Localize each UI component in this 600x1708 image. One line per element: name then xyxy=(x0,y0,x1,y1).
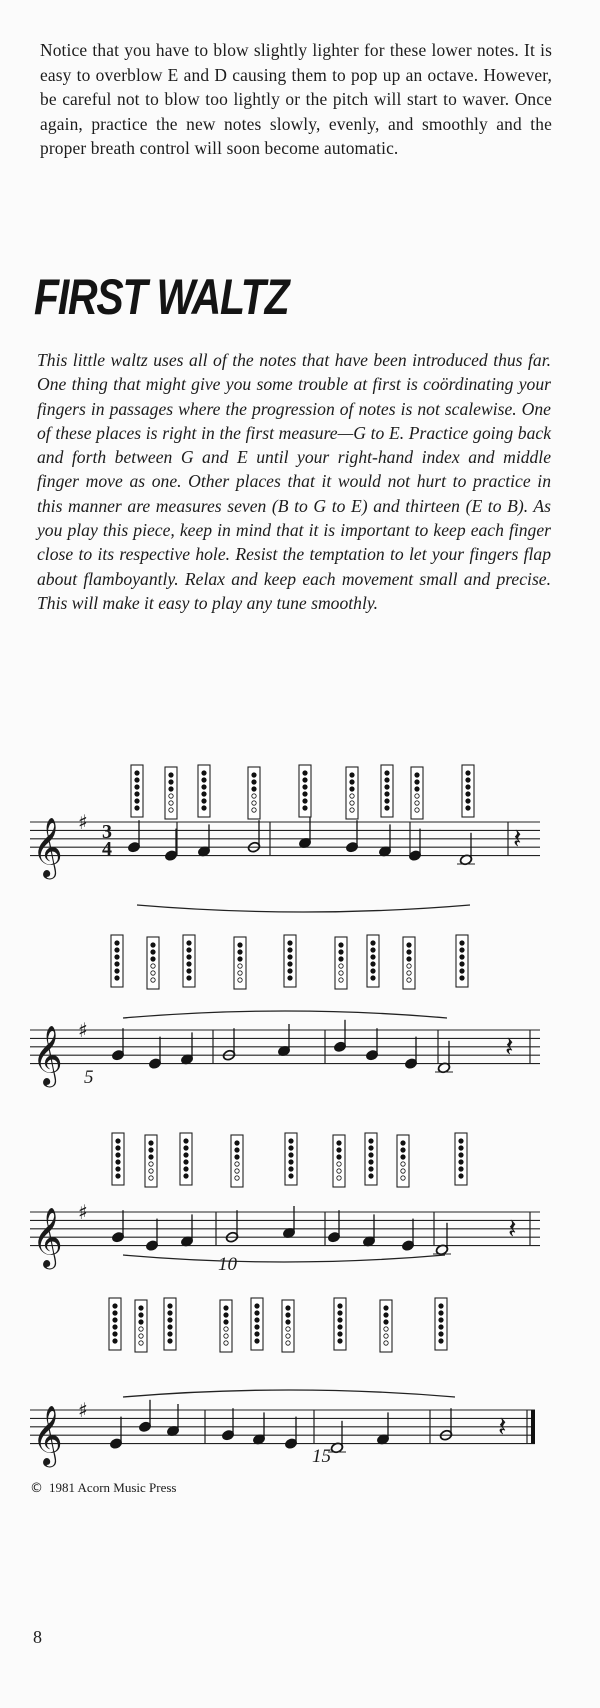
finger-hole xyxy=(238,978,242,982)
music-system xyxy=(30,765,540,912)
treble-clef: 𝄞 xyxy=(32,817,63,878)
finger-hole xyxy=(235,1148,239,1152)
finger-hole xyxy=(115,948,119,952)
finger-hole xyxy=(385,792,389,796)
finger-hole xyxy=(149,1148,153,1152)
finger-hole xyxy=(439,1311,443,1315)
finger-hole xyxy=(288,962,292,966)
finger-hole xyxy=(288,955,292,959)
finger-hole xyxy=(415,801,419,805)
fingering-diagram xyxy=(145,1135,157,1187)
quarter-rest: 𝄽 xyxy=(498,1410,507,1443)
fingering-diagram xyxy=(147,937,159,989)
finger-hole xyxy=(169,787,173,791)
fingering-diagram xyxy=(455,1133,467,1185)
finger-hole xyxy=(350,808,354,812)
finger-hole xyxy=(460,941,464,945)
finger-hole xyxy=(116,1174,120,1178)
finger-hole xyxy=(224,1313,228,1317)
fingering-diagram xyxy=(435,1298,447,1350)
finger-hole xyxy=(288,948,292,952)
finger-hole xyxy=(369,1153,373,1157)
finger-hole xyxy=(460,969,464,973)
fingering-diagram xyxy=(131,765,143,817)
music-system xyxy=(30,935,540,1088)
finger-hole xyxy=(350,780,354,784)
finger-hole xyxy=(113,1332,117,1336)
finger-hole xyxy=(169,794,173,798)
finger-hole xyxy=(149,1176,153,1180)
fingering-diagram xyxy=(380,1300,392,1352)
finger-hole xyxy=(116,1160,120,1164)
finger-hole xyxy=(339,950,343,954)
finger-hole xyxy=(116,1146,120,1150)
finger-hole xyxy=(289,1139,293,1143)
finger-hole xyxy=(350,787,354,791)
finger-hole xyxy=(135,771,139,775)
finger-hole xyxy=(139,1341,143,1345)
finger-hole xyxy=(385,785,389,789)
finger-hole xyxy=(337,1141,341,1145)
finger-hole xyxy=(135,806,139,810)
fingering-diagram xyxy=(251,1298,263,1350)
finger-hole xyxy=(303,771,307,775)
treble-clef: 𝄞 xyxy=(32,1025,63,1086)
finger-hole xyxy=(135,799,139,803)
finger-hole xyxy=(415,794,419,798)
finger-hole xyxy=(407,957,411,961)
finger-hole xyxy=(385,778,389,782)
finger-hole xyxy=(338,1318,342,1322)
finger-hole xyxy=(286,1341,290,1345)
fingering-diagram xyxy=(411,767,423,819)
music-system xyxy=(30,1298,535,1468)
fingering-diagram xyxy=(334,1298,346,1350)
finger-hole xyxy=(139,1320,143,1324)
finger-hole xyxy=(184,1153,188,1157)
finger-hole xyxy=(238,957,242,961)
finger-hole xyxy=(184,1160,188,1164)
measure-number-5: 5 xyxy=(84,1067,94,1088)
finger-hole xyxy=(187,969,191,973)
fingering-diagram xyxy=(462,765,474,817)
finger-hole xyxy=(338,1325,342,1329)
finger-hole xyxy=(338,1304,342,1308)
finger-hole xyxy=(139,1334,143,1338)
finger-hole xyxy=(303,785,307,789)
finger-hole xyxy=(255,1311,259,1315)
copyright-text: 1981 Acorn Music Press xyxy=(49,1480,177,1495)
finger-hole xyxy=(338,1311,342,1315)
fingering-diagram xyxy=(231,1135,243,1187)
finger-hole xyxy=(224,1320,228,1324)
page-number: 8 xyxy=(33,1627,42,1647)
finger-hole xyxy=(116,1153,120,1157)
finger-hole xyxy=(439,1325,443,1329)
finger-hole xyxy=(238,943,242,947)
finger-hole xyxy=(369,1174,373,1178)
finger-hole xyxy=(303,792,307,796)
fingering-diagram xyxy=(456,935,468,987)
fingering-diagram xyxy=(285,1133,297,1185)
finger-hole xyxy=(371,955,375,959)
finger-hole xyxy=(337,1148,341,1152)
finger-hole xyxy=(460,962,464,966)
finger-hole xyxy=(139,1313,143,1317)
finger-hole xyxy=(288,969,292,973)
finger-hole xyxy=(184,1174,188,1178)
fingering-diagram xyxy=(165,767,177,819)
finger-hole xyxy=(115,976,119,980)
finger-hole xyxy=(252,780,256,784)
finger-hole xyxy=(337,1169,341,1173)
finger-hole xyxy=(401,1162,405,1166)
finger-hole xyxy=(337,1162,341,1166)
finger-hole xyxy=(401,1176,405,1180)
finger-hole xyxy=(168,1304,172,1308)
slur xyxy=(123,1390,455,1397)
finger-hole xyxy=(238,964,242,968)
finger-hole xyxy=(151,950,155,954)
finger-hole xyxy=(459,1167,463,1171)
finger-hole xyxy=(151,971,155,975)
finger-hole xyxy=(113,1304,117,1308)
finger-hole xyxy=(238,950,242,954)
finger-hole xyxy=(289,1153,293,1157)
finger-hole xyxy=(466,792,470,796)
finger-hole xyxy=(252,787,256,791)
key-signature-sharp: ♯ xyxy=(78,1200,88,1224)
finger-hole xyxy=(113,1311,117,1315)
finger-hole xyxy=(286,1334,290,1338)
finger-hole xyxy=(460,976,464,980)
finger-hole xyxy=(224,1341,228,1345)
finger-hole xyxy=(339,964,343,968)
fingering-diagram xyxy=(299,765,311,817)
treble-clef: 𝄞 xyxy=(32,1207,63,1268)
finger-hole xyxy=(235,1162,239,1166)
finger-hole xyxy=(466,799,470,803)
music-system xyxy=(30,1133,540,1270)
finger-hole xyxy=(339,957,343,961)
finger-hole xyxy=(339,971,343,975)
finger-hole xyxy=(289,1146,293,1150)
finger-hole xyxy=(369,1160,373,1164)
finger-hole xyxy=(252,773,256,777)
finger-hole xyxy=(459,1139,463,1143)
fingering-diagram xyxy=(284,935,296,987)
finger-hole xyxy=(168,1325,172,1329)
finger-hole xyxy=(238,971,242,975)
finger-hole xyxy=(459,1146,463,1150)
finger-hole xyxy=(337,1176,341,1180)
finger-hole xyxy=(139,1327,143,1331)
finger-hole xyxy=(224,1334,228,1338)
finger-hole xyxy=(466,806,470,810)
finger-hole xyxy=(113,1339,117,1343)
finger-hole xyxy=(466,771,470,775)
fingering-diagram xyxy=(112,1133,124,1185)
finger-hole xyxy=(286,1306,290,1310)
time-signature-bottom: 4 xyxy=(102,838,112,860)
finger-hole xyxy=(168,1311,172,1315)
finger-hole xyxy=(384,1306,388,1310)
finger-hole xyxy=(202,799,206,803)
finger-hole xyxy=(224,1306,228,1310)
slur xyxy=(123,1011,447,1018)
finger-hole xyxy=(202,771,206,775)
finger-hole xyxy=(384,1334,388,1338)
finger-hole xyxy=(401,1155,405,1159)
finger-hole xyxy=(252,801,256,805)
finger-hole xyxy=(169,780,173,784)
finger-hole xyxy=(303,778,307,782)
fingering-diagram xyxy=(346,767,358,819)
finger-hole xyxy=(466,778,470,782)
finger-hole xyxy=(415,773,419,777)
fingering-diagram xyxy=(234,937,246,989)
finger-hole xyxy=(466,785,470,789)
finger-hole xyxy=(202,778,206,782)
finger-hole xyxy=(303,799,307,803)
quarter-rest: 𝄽 xyxy=(513,822,522,855)
finger-hole xyxy=(439,1339,443,1343)
measure-number-10: 10 xyxy=(218,1254,237,1275)
finger-hole xyxy=(115,955,119,959)
finger-hole xyxy=(235,1155,239,1159)
finger-hole xyxy=(371,969,375,973)
slur xyxy=(123,1255,445,1262)
finger-hole xyxy=(401,1148,405,1152)
finger-hole xyxy=(115,962,119,966)
finger-hole xyxy=(407,964,411,968)
finger-hole xyxy=(255,1304,259,1308)
finger-hole xyxy=(116,1167,120,1171)
finger-hole xyxy=(439,1332,443,1336)
fingering-diagram xyxy=(183,935,195,987)
slur xyxy=(137,905,470,912)
finger-hole xyxy=(255,1339,259,1343)
finger-hole xyxy=(202,806,206,810)
finger-hole xyxy=(187,976,191,980)
finger-hole xyxy=(151,957,155,961)
finger-hole xyxy=(385,771,389,775)
fingering-diagram xyxy=(248,767,260,819)
finger-hole xyxy=(288,976,292,980)
finger-hole xyxy=(286,1320,290,1324)
finger-hole xyxy=(369,1139,373,1143)
finger-hole xyxy=(187,962,191,966)
key-signature-sharp: ♯ xyxy=(78,1018,88,1042)
finger-hole xyxy=(289,1160,293,1164)
finger-hole xyxy=(371,941,375,945)
fingering-diagram xyxy=(180,1133,192,1185)
finger-hole xyxy=(385,799,389,803)
quarter-rest: 𝄽 xyxy=(505,1030,514,1063)
fingering-diagram xyxy=(109,1298,121,1350)
finger-hole xyxy=(407,950,411,954)
finger-hole xyxy=(337,1155,341,1159)
finger-hole xyxy=(135,785,139,789)
finger-hole xyxy=(184,1139,188,1143)
finger-hole xyxy=(139,1306,143,1310)
fingering-diagram xyxy=(335,937,347,989)
finger-hole xyxy=(255,1325,259,1329)
finger-hole xyxy=(384,1327,388,1331)
finger-hole xyxy=(151,978,155,982)
fingering-diagram xyxy=(282,1300,294,1352)
finger-hole xyxy=(385,806,389,810)
time-signature-top: 3 xyxy=(102,821,112,843)
finger-hole xyxy=(439,1318,443,1322)
finger-hole xyxy=(401,1169,405,1173)
fingering-diagram xyxy=(220,1300,232,1352)
fingering-diagram xyxy=(403,937,415,989)
finger-hole xyxy=(459,1174,463,1178)
finger-hole xyxy=(115,969,119,973)
finger-hole xyxy=(235,1176,239,1180)
finger-hole xyxy=(371,976,375,980)
finger-hole xyxy=(149,1169,153,1173)
copyright-symbol: © xyxy=(30,1481,43,1496)
fingering-diagram xyxy=(111,935,123,987)
finger-hole xyxy=(369,1167,373,1171)
finger-hole xyxy=(371,948,375,952)
finger-hole xyxy=(149,1141,153,1145)
finger-hole xyxy=(384,1341,388,1345)
finger-hole xyxy=(371,962,375,966)
fingering-diagram xyxy=(164,1298,176,1350)
finger-hole xyxy=(339,978,343,982)
finger-hole xyxy=(384,1313,388,1317)
finger-hole xyxy=(151,964,155,968)
section-title: FIRST WALTZ xyxy=(34,269,289,325)
waltz-paragraph: This little waltz uses all of the notes that have been introduced thus far. One thing that might give you some trouble at first is coördinating your fingers in passages where the progression of notes is not scalewise. One of these places is right in the first measure—G to E. Practice going back and forth between G and E until your right-hand index and middle finger move as one. Other places that it would not hurt to practice in this manner are measures seven (B to G to E) and thirteen (E to B). As you play this piece, keep in mind that it is important to keep each finger close to its respective hole. Resist the temptation to let your fingers flap about flamboyantly. Relax and keep each movement small and precise. This will make it easy to play any tune smoothly. xyxy=(37,350,551,613)
finger-hole xyxy=(339,943,343,947)
fingering-diagram xyxy=(365,1133,377,1185)
finger-hole xyxy=(415,787,419,791)
finger-hole xyxy=(202,792,206,796)
fingering-diagram xyxy=(333,1135,345,1187)
finger-hole xyxy=(401,1141,405,1145)
finger-hole xyxy=(169,801,173,805)
finger-hole xyxy=(149,1162,153,1166)
finger-hole xyxy=(439,1304,443,1308)
finger-hole xyxy=(169,808,173,812)
finger-hole xyxy=(113,1318,117,1322)
finger-hole xyxy=(407,978,411,982)
finger-hole xyxy=(459,1160,463,1164)
finger-hole xyxy=(407,971,411,975)
finger-hole xyxy=(184,1146,188,1150)
finger-hole xyxy=(168,1339,172,1343)
finger-hole xyxy=(289,1167,293,1171)
finger-hole xyxy=(407,943,411,947)
finger-hole xyxy=(255,1332,259,1336)
finger-hole xyxy=(235,1141,239,1145)
finger-hole xyxy=(303,806,307,810)
finger-hole xyxy=(460,948,464,952)
finger-hole xyxy=(135,792,139,796)
finger-hole xyxy=(338,1339,342,1343)
finger-hole xyxy=(415,780,419,784)
finger-hole xyxy=(350,794,354,798)
finger-hole xyxy=(224,1327,228,1331)
finger-hole xyxy=(286,1313,290,1317)
finger-hole xyxy=(460,955,464,959)
fingering-diagram xyxy=(367,935,379,987)
finger-hole xyxy=(149,1155,153,1159)
fingering-diagram xyxy=(135,1300,147,1352)
fingering-diagram xyxy=(198,765,210,817)
finger-hole xyxy=(113,1325,117,1329)
quarter-rest: 𝄽 xyxy=(508,1212,517,1245)
finger-hole xyxy=(459,1153,463,1157)
finger-hole xyxy=(338,1332,342,1336)
finger-hole xyxy=(369,1146,373,1150)
finger-hole xyxy=(415,808,419,812)
fingering-diagram xyxy=(397,1135,409,1187)
measure-number-15: 15 xyxy=(312,1446,331,1467)
finger-hole xyxy=(169,773,173,777)
final-barline xyxy=(531,1410,535,1444)
finger-hole xyxy=(135,778,139,782)
finger-hole xyxy=(116,1139,120,1143)
finger-hole xyxy=(350,773,354,777)
copyright-line xyxy=(30,1480,176,1496)
finger-hole xyxy=(187,948,191,952)
intro-paragraph: Notice that you have to blow slightly lighter for these lower notes. It is easy to overblow E and D causing them to pop up an octave. However, be careful not to blow too lightly or the pitch will start to waver. Once again, practice the new notes slowly, evenly, and smoothly and the proper breath control will soon become automatic. xyxy=(40,40,552,159)
finger-hole xyxy=(202,785,206,789)
finger-hole xyxy=(252,794,256,798)
finger-hole xyxy=(350,801,354,805)
finger-hole xyxy=(255,1318,259,1322)
finger-hole xyxy=(252,808,256,812)
finger-hole xyxy=(187,955,191,959)
finger-hole xyxy=(115,941,119,945)
fingering-diagram xyxy=(381,765,393,817)
finger-hole xyxy=(384,1320,388,1324)
finger-hole xyxy=(187,941,191,945)
finger-hole xyxy=(168,1332,172,1336)
finger-hole xyxy=(168,1318,172,1322)
finger-hole xyxy=(184,1167,188,1171)
finger-hole xyxy=(235,1169,239,1173)
finger-hole xyxy=(286,1327,290,1331)
treble-clef: 𝄞 xyxy=(32,1405,63,1466)
finger-hole xyxy=(288,941,292,945)
finger-hole xyxy=(151,943,155,947)
key-signature-sharp: ♯ xyxy=(78,1398,88,1422)
key-signature-sharp: ♯ xyxy=(78,810,88,834)
finger-hole xyxy=(289,1174,293,1178)
